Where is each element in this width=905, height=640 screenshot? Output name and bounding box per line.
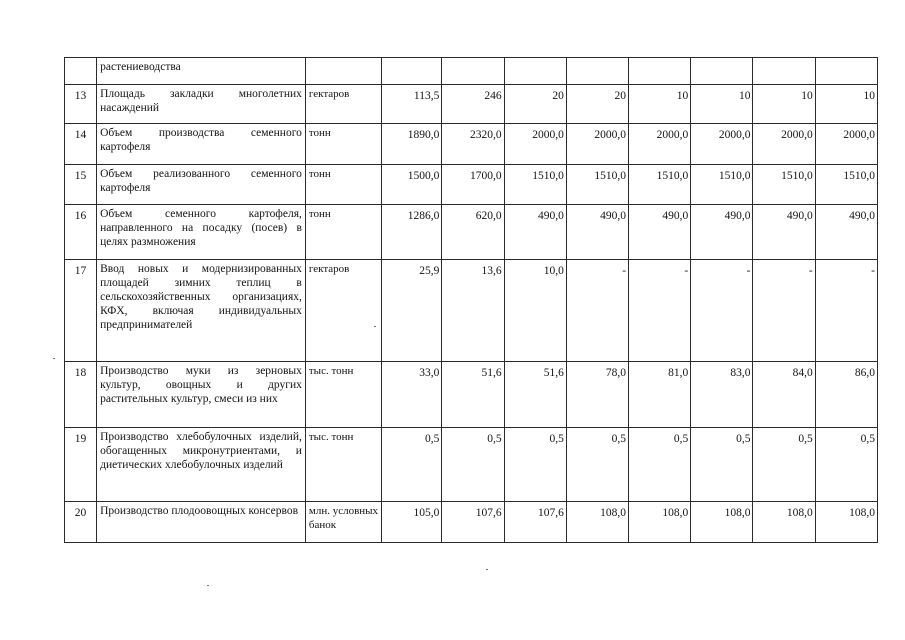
- value-cell: 51,6: [442, 362, 504, 428]
- row-number-cell: 15: [65, 165, 97, 205]
- value-cell: 0,5: [691, 428, 753, 502]
- value-cell: 0,5: [504, 428, 566, 502]
- table-row: [65, 58, 878, 85]
- value-cell: [815, 58, 877, 85]
- row-number-cell: 17: [65, 260, 97, 362]
- value-cell: 105,0: [382, 502, 442, 543]
- value-cell: 2000,0: [566, 124, 628, 165]
- value-cell: 490,0: [566, 205, 628, 260]
- indicator-name-cell: Производство хлебобулочных изделий, обогащенных микронутриентами, и диетических хлебобулочных изделий: [97, 428, 306, 502]
- row-number-cell: 19: [65, 428, 97, 502]
- value-cell: 107,6: [504, 502, 566, 543]
- value-cell: -: [629, 260, 691, 362]
- unit-cell: млн. условных банок: [305, 502, 381, 543]
- table-row: [65, 362, 878, 428]
- value-cell: 20: [504, 85, 566, 124]
- value-cell: -: [691, 260, 753, 362]
- value-cell: 1500,0: [382, 165, 442, 205]
- value-cell: 108,0: [815, 502, 877, 543]
- row-number-cell: 16: [65, 205, 97, 260]
- value-cell: 20: [566, 85, 628, 124]
- value-cell: 0,5: [753, 428, 815, 502]
- value-cell: 10: [753, 85, 815, 124]
- row-number-cell: 14: [65, 124, 97, 165]
- indicator-name-cell: Объем производства семенного картофеля: [97, 124, 306, 165]
- value-cell: 1286,0: [382, 205, 442, 260]
- unit-cell: гектаров: [305, 260, 381, 362]
- value-cell: 33,0: [382, 362, 442, 428]
- value-cell: 490,0: [504, 205, 566, 260]
- row-number-cell: [65, 58, 97, 85]
- value-cell: 1510,0: [753, 165, 815, 205]
- indicator-name-cell: Производство муки из зерновых культур, овощных и других растительных культур, смеси из них: [97, 362, 306, 428]
- value-cell: 1700,0: [442, 165, 504, 205]
- value-cell: 0,5: [382, 428, 442, 502]
- unit-cell: тонн: [305, 205, 381, 260]
- table-row: [65, 205, 878, 260]
- unit-cell: тыс. тонн: [305, 362, 381, 428]
- value-cell: 0,5: [815, 428, 877, 502]
- value-cell: [382, 58, 442, 85]
- unit-cell: тыс. тонн: [305, 428, 381, 502]
- indicator-name-cell: Площадь закладки многолетних насаждений: [97, 85, 306, 124]
- value-cell: 246: [442, 85, 504, 124]
- value-cell: 1890,0: [382, 124, 442, 165]
- value-cell: 108,0: [753, 502, 815, 543]
- value-cell: 108,0: [691, 502, 753, 543]
- value-cell: 1510,0: [629, 165, 691, 205]
- value-cell: 13,6: [442, 260, 504, 362]
- value-cell: 10: [629, 85, 691, 124]
- table-row: [65, 428, 878, 502]
- row-number-cell: 13: [65, 85, 97, 124]
- value-cell: 620,0: [442, 205, 504, 260]
- row-number-cell: 18: [65, 362, 97, 428]
- value-cell: 25,9: [382, 260, 442, 362]
- value-cell: 0,5: [442, 428, 504, 502]
- value-cell: 0,5: [629, 428, 691, 502]
- scan-speck: [207, 585, 209, 586]
- value-cell: [504, 58, 566, 85]
- indicators-table: [64, 57, 878, 543]
- value-cell: 1510,0: [566, 165, 628, 205]
- table-row: [65, 124, 878, 165]
- value-cell: 10: [815, 85, 877, 124]
- table-row: [65, 502, 878, 543]
- value-cell: [753, 58, 815, 85]
- indicator-name-cell: растениеводства: [97, 58, 306, 85]
- value-cell: 2000,0: [753, 124, 815, 165]
- table-row: [65, 260, 878, 362]
- value-cell: -: [753, 260, 815, 362]
- indicator-name-cell: Объем реализованного семенного картофеля: [97, 165, 306, 205]
- scan-speck: [374, 326, 376, 327]
- indicator-name-cell: Производство плодоовощных консервов: [97, 502, 306, 543]
- value-cell: 490,0: [629, 205, 691, 260]
- indicator-name-cell: Ввод новых и модернизированных площадей зимних теплиц в сельскохозяйственных организациях, КФХ, включая индивидуальных предпринимателей: [97, 260, 306, 362]
- value-cell: -: [566, 260, 628, 362]
- value-cell: 83,0: [691, 362, 753, 428]
- unit-cell: тонн: [305, 165, 381, 205]
- value-cell: 81,0: [629, 362, 691, 428]
- value-cell: 0,5: [566, 428, 628, 502]
- value-cell: -: [815, 260, 877, 362]
- scan-speck: [53, 358, 55, 359]
- value-cell: 84,0: [753, 362, 815, 428]
- table-body: [65, 58, 878, 543]
- value-cell: 1510,0: [504, 165, 566, 205]
- table-row: [65, 85, 878, 124]
- value-cell: 107,6: [442, 502, 504, 543]
- value-cell: [691, 58, 753, 85]
- value-cell: 2000,0: [504, 124, 566, 165]
- value-cell: 490,0: [691, 205, 753, 260]
- value-cell: 2000,0: [691, 124, 753, 165]
- value-cell: 2000,0: [629, 124, 691, 165]
- value-cell: 108,0: [566, 502, 628, 543]
- value-cell: [629, 58, 691, 85]
- value-cell: 113,5: [382, 85, 442, 124]
- table-row: [65, 165, 878, 205]
- value-cell: 10,0: [504, 260, 566, 362]
- unit-cell: [305, 58, 381, 85]
- unit-cell: гектаров: [305, 85, 381, 124]
- value-cell: 86,0: [815, 362, 877, 428]
- value-cell: [566, 58, 628, 85]
- value-cell: 51,6: [504, 362, 566, 428]
- indicator-name-cell: Объем семенного картофеля, направленного на посадку (посев) в целях размножения: [97, 205, 306, 260]
- row-number-cell: 20: [65, 502, 97, 543]
- value-cell: 78,0: [566, 362, 628, 428]
- value-cell: 2000,0: [815, 124, 877, 165]
- value-cell: 2320,0: [442, 124, 504, 165]
- value-cell: 490,0: [753, 205, 815, 260]
- value-cell: 108,0: [629, 502, 691, 543]
- value-cell: 1510,0: [815, 165, 877, 205]
- unit-cell: тонн: [305, 124, 381, 165]
- value-cell: 490,0: [815, 205, 877, 260]
- value-cell: 1510,0: [691, 165, 753, 205]
- value-cell: [442, 58, 504, 85]
- scan-speck: [486, 569, 488, 570]
- value-cell: 10: [691, 85, 753, 124]
